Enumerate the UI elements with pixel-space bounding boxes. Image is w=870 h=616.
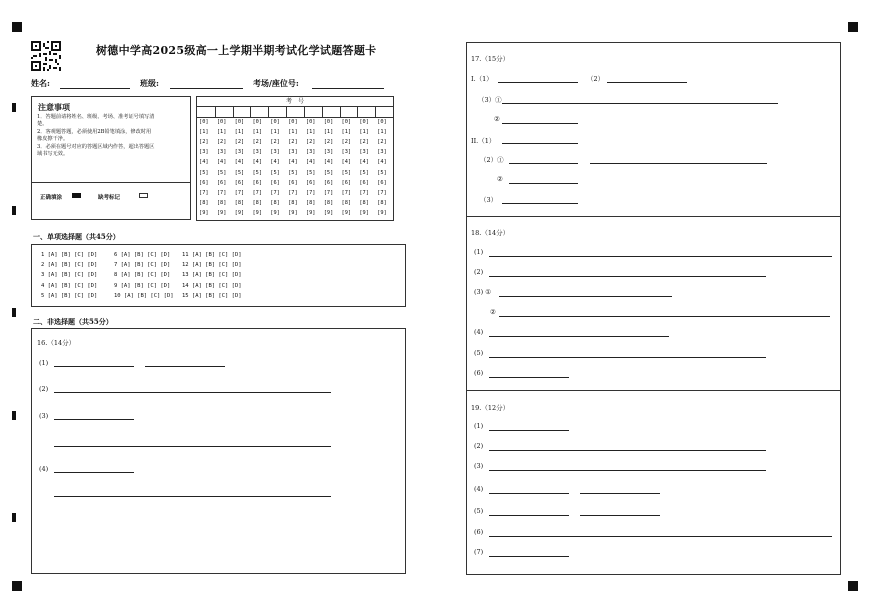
- exam-id-write-cell[interactable]: [233, 106, 251, 117]
- exam-id-bubble[interactable]: [2]: [359, 139, 369, 146]
- q18-1-label: (1): [474, 248, 484, 256]
- exam-id-bubble[interactable]: [5]: [305, 169, 316, 176]
- q17-ii2a-label: （2）①: [480, 156, 504, 164]
- exam-id-write-cell[interactable]: [304, 106, 322, 117]
- exam-id-bubble[interactable]: [9]: [359, 209, 369, 216]
- exam-id-bubble[interactable]: [4]: [270, 159, 280, 166]
- q18-6-label: (6): [474, 369, 484, 377]
- exam-id-bubble[interactable]: [8]: [199, 199, 209, 206]
- exam-id-bubble[interactable]: [4]: [359, 159, 369, 166]
- exam-id-bubble[interactable]: [1]: [341, 129, 352, 136]
- exam-id-bubble[interactable]: [3]: [377, 149, 387, 156]
- exam-id-bubble[interactable]: [0]: [270, 119, 280, 125]
- q18-title: 18.（14分）: [471, 229, 510, 237]
- notice-item: 3．必须在题号对应的答题区域内作答，超出答题区域书写无效。: [37, 143, 155, 158]
- exam-id-bubble[interactable]: [4]: [377, 159, 387, 166]
- multiple-choice-box: [31, 244, 406, 307]
- exam-id-bubble[interactable]: [7]: [323, 189, 334, 196]
- exam-id-bubble[interactable]: [1]: [288, 129, 298, 136]
- exam-id-bubble[interactable]: [9]: [288, 209, 298, 216]
- q19-6-line[interactable]: [489, 536, 832, 537]
- timing-mark: [12, 411, 16, 420]
- exam-id-bubble[interactable]: [5]: [270, 169, 280, 176]
- exam-id-bubble[interactable]: [3]: [305, 149, 316, 156]
- mc-question-row[interactable]: 10 [A] [B] [C] [D]: [114, 292, 174, 299]
- q18-5-label: (5): [474, 349, 484, 357]
- exam-id-bubble[interactable]: [2]: [377, 139, 387, 146]
- q19-4-line-b[interactable]: [580, 493, 660, 494]
- mc-question-row[interactable]: 8 [A] [B] [C] [D]: [114, 272, 171, 279]
- exam-id-bubble[interactable]: [7]: [216, 189, 227, 196]
- q16-part-1-label: (1): [39, 359, 49, 367]
- exam-id-bubble[interactable]: [8]: [341, 199, 352, 206]
- exam-id-bubble[interactable]: [3]: [341, 149, 352, 156]
- exam-id-grid: [196, 96, 394, 221]
- registration-mark-top-right: [848, 22, 858, 32]
- q18-5-line[interactable]: [489, 357, 766, 358]
- registration-mark-bottom-right: [848, 581, 858, 591]
- q17-i1-line[interactable]: [498, 82, 578, 83]
- exam-id-bubble[interactable]: [3]: [234, 149, 245, 156]
- mc-question-row[interactable]: 4 [A] [B] [C] [D]: [41, 282, 98, 289]
- exam-id-bubble[interactable]: [8]: [288, 199, 298, 206]
- exam-id-bubble[interactable]: [3]: [216, 149, 227, 156]
- exam-id-bubble[interactable]: [5]: [252, 169, 263, 176]
- exam-id-bubble[interactable]: [3]: [359, 149, 369, 156]
- q18-6-line[interactable]: [489, 377, 569, 378]
- exam-id-bubble[interactable]: [4]: [305, 159, 316, 166]
- exam-id-bubble[interactable]: [7]: [270, 189, 280, 196]
- exam-id-bubble[interactable]: [3]: [252, 149, 263, 156]
- q17-i2-label: （2）: [587, 75, 605, 83]
- exam-id-bubble[interactable]: [0]: [288, 119, 298, 125]
- exam-id-bubble[interactable]: [1]: [216, 129, 227, 136]
- exam-id-bubble[interactable]: [6]: [341, 179, 352, 186]
- q17-i3b-label: ②: [494, 115, 500, 123]
- registration-mark-bottom-left: [12, 581, 22, 591]
- exam-id-bubble[interactable]: [4]: [252, 159, 263, 166]
- exam-id-bubble[interactable]: [3]: [199, 149, 209, 156]
- q17-i1-label: I.（1）: [471, 75, 493, 83]
- q19-1-label: (1): [474, 422, 484, 430]
- q18-3a-line[interactable]: [499, 296, 672, 297]
- timing-mark: [12, 103, 16, 112]
- exam-id-bubble[interactable]: [7]: [199, 189, 209, 196]
- mc-question-row[interactable]: 12 [A] [B] [C] [D]: [182, 262, 242, 269]
- exam-id-bubble[interactable]: [1]: [270, 129, 280, 136]
- mc-question-row[interactable]: 2 [A] [B] [C] [D]: [41, 262, 98, 269]
- class-label: 班级:: [140, 78, 159, 88]
- section-1-title: 一、单项选择题（共45分）: [33, 232, 120, 241]
- exam-id-bubble[interactable]: [5]: [377, 169, 387, 176]
- name-field[interactable]: [60, 88, 130, 89]
- exam-id-bubble[interactable]: [0]: [323, 119, 334, 125]
- mc-question-row[interactable]: 13 [A] [B] [C] [D]: [182, 272, 242, 279]
- exam-id-write-cell[interactable]: [197, 106, 215, 117]
- exam-id-bubble[interactable]: [4]: [234, 159, 245, 166]
- q17-i3a-label: （3）①: [478, 96, 502, 104]
- q18-2-label: (2): [474, 268, 484, 276]
- q16-part-4-line-b[interactable]: [54, 496, 331, 497]
- exam-id-bubble[interactable]: [6]: [199, 179, 209, 186]
- q19-5-line-a[interactable]: [489, 515, 569, 516]
- exam-id-bubble[interactable]: [2]: [199, 139, 209, 146]
- exam-id-write-cell[interactable]: [322, 106, 340, 117]
- exam-id-bubble[interactable]: [8]: [323, 199, 334, 206]
- exam-id-write-cell[interactable]: [250, 106, 268, 117]
- notice-list: [37, 114, 155, 158]
- exam-id-bubble[interactable]: [9]: [341, 209, 352, 216]
- exam-id-bubble[interactable]: [1]: [305, 129, 316, 136]
- exam-id-bubble[interactable]: [2]: [323, 139, 334, 146]
- seat-field[interactable]: [312, 88, 384, 89]
- exam-id-bubble[interactable]: [9]: [234, 209, 245, 216]
- exam-id-bubble[interactable]: [7]: [252, 189, 263, 196]
- q16-answer-box: [31, 328, 406, 574]
- exam-id-bubble[interactable]: [8]: [270, 199, 280, 206]
- exam-id-bubble[interactable]: [5]: [216, 169, 227, 176]
- exam-id-bubble[interactable]: [7]: [359, 189, 369, 196]
- exam-id-bubble[interactable]: [8]: [377, 199, 387, 206]
- q17-i2-line[interactable]: [607, 82, 687, 83]
- q18-3a-label: (3) ①: [474, 288, 492, 296]
- exam-id-bubble[interactable]: [0]: [252, 119, 263, 125]
- q19-6-label: (6): [474, 528, 484, 536]
- exam-id-bubble[interactable]: [2]: [305, 139, 316, 146]
- mc-question-row[interactable]: 15 [A] [B] [C] [D]: [182, 292, 242, 299]
- q19-4-line-a[interactable]: [489, 493, 569, 494]
- exam-id-write-cell[interactable]: [215, 106, 233, 117]
- qr-code-icon: [31, 41, 61, 71]
- exam-id-bubble[interactable]: [1]: [377, 129, 387, 136]
- exam-id-bubble[interactable]: [6]: [359, 179, 369, 186]
- exam-id-bubble[interactable]: [8]: [216, 199, 227, 206]
- q17-i3a-line[interactable]: [502, 103, 778, 104]
- mc-question-row[interactable]: 1 [A] [B] [C] [D]: [41, 252, 98, 258]
- q17-ii1-line[interactable]: [502, 143, 578, 144]
- q17-ii2b-label: ②: [497, 175, 503, 183]
- exam-id-bubble[interactable]: [6]: [270, 179, 280, 186]
- exam-id-bubble[interactable]: [6]: [305, 179, 316, 186]
- exam-id-write-cell[interactable]: [375, 106, 393, 117]
- absent-mark-label: 缺考标记: [98, 195, 121, 201]
- exam-id-bubble[interactable]: [8]: [359, 199, 369, 206]
- exam-id-bubble[interactable]: [3]: [270, 149, 280, 156]
- exam-id-bubble[interactable]: [2]: [252, 139, 263, 146]
- timing-mark: [12, 513, 16, 522]
- correct-fill-label: 正确填涂: [40, 195, 63, 201]
- exam-id-bubble[interactable]: [0]: [341, 119, 352, 125]
- q17-ii2a-line-b[interactable]: [590, 163, 767, 164]
- section-2-title: 二、非选择题（共55分）: [33, 317, 113, 326]
- mc-question-row[interactable]: 11 [A] [B] [C] [D]: [182, 252, 242, 258]
- mc-question-row[interactable]: 9 [A] [B] [C] [D]: [114, 282, 171, 289]
- exam-id-bubble[interactable]: [9]: [216, 209, 227, 216]
- exam-id-bubble[interactable]: [9]: [270, 209, 280, 216]
- q19-2-line[interactable]: [489, 450, 766, 451]
- q17-ii2a-line-a[interactable]: [509, 163, 578, 164]
- exam-id-bubble[interactable]: [4]: [199, 159, 209, 166]
- q19-7-line[interactable]: [489, 556, 569, 557]
- exam-id-bubble[interactable]: [1]: [252, 129, 263, 136]
- exam-id-bubble[interactable]: [7]: [288, 189, 298, 196]
- q17-title: 17.（15分）: [471, 55, 510, 63]
- exam-id-bubble[interactable]: [6]: [377, 179, 387, 186]
- exam-id-bubble[interactable]: [8]: [305, 199, 316, 206]
- seat-label: 考场/座位号:: [253, 78, 299, 88]
- q19-5-label: (5): [474, 507, 484, 515]
- exam-id-bubble[interactable]: [5]: [234, 169, 245, 176]
- q19-3-label: (3): [474, 462, 484, 470]
- exam-id-bubble[interactable]: [6]: [234, 179, 245, 186]
- page-title: 树德中学高2025级高一上学期半期考试化学试题答题卡: [96, 44, 377, 57]
- q19-title: 19.（12分）: [471, 404, 510, 412]
- q18-3b-label: ②: [490, 308, 496, 316]
- notice-item: 1．答题前请将姓名、班级、考场、准考证号填写清楚。: [37, 114, 155, 128]
- mc-question-row[interactable]: 14 [A] [B] [C] [D]: [182, 282, 242, 289]
- exam-id-bubble[interactable]: [6]: [252, 179, 263, 186]
- q16-part-2-label: (2): [39, 385, 49, 393]
- exam-id-bubble[interactable]: [5]: [288, 169, 298, 176]
- exam-id-bubble[interactable]: [5]: [341, 169, 352, 176]
- exam-id-bubble[interactable]: [5]: [199, 169, 209, 176]
- q16-part-3-label: (3): [39, 412, 49, 420]
- exam-id-bubble[interactable]: [9]: [252, 209, 263, 216]
- exam-id-bubble[interactable]: [0]: [199, 119, 209, 125]
- q16-part-3-line-a[interactable]: [54, 419, 134, 420]
- q19-2-label: (2): [474, 442, 484, 450]
- exam-id-bubble[interactable]: [4]: [323, 159, 334, 166]
- right-answer-column: [466, 42, 841, 575]
- correct-fill-swatch: [72, 193, 81, 198]
- exam-id-bubble[interactable]: [0]: [305, 119, 316, 125]
- exam-id-bubble[interactable]: [4]: [216, 159, 227, 166]
- exam-id-bubble[interactable]: [4]: [341, 159, 352, 166]
- exam-id-bubble[interactable]: [9]: [305, 209, 316, 216]
- q18-3b-line[interactable]: [499, 316, 830, 317]
- q16-part-4-label: (4): [39, 465, 49, 473]
- mc-question-row[interactable]: 6 [A] [B] [C] [D]: [114, 252, 171, 258]
- exam-id-bubble[interactable]: [6]: [323, 179, 334, 186]
- q19-5-line-b[interactable]: [580, 515, 660, 516]
- q18-2-line[interactable]: [489, 276, 766, 277]
- timing-mark: [12, 206, 16, 215]
- mc-question-row[interactable]: 3 [A] [B] [C] [D]: [41, 272, 98, 279]
- q18-4-label: (4): [474, 328, 484, 336]
- exam-id-bubble[interactable]: [4]: [288, 159, 298, 166]
- exam-id-bubble[interactable]: [2]: [270, 139, 280, 146]
- exam-id-bubble[interactable]: [2]: [234, 139, 245, 146]
- notice-box: [31, 96, 191, 220]
- q18-4-line[interactable]: [489, 336, 669, 337]
- q16-part-4-line-a[interactable]: [54, 472, 134, 473]
- name-label: 姓名:: [31, 78, 50, 88]
- exam-id-write-cell[interactable]: [268, 106, 286, 117]
- exam-id-bubble[interactable]: [5]: [323, 169, 334, 176]
- exam-id-bubble[interactable]: [6]: [288, 179, 298, 186]
- exam-id-write-cell[interactable]: [340, 106, 358, 117]
- exam-id-bubble[interactable]: [1]: [323, 129, 334, 136]
- mc-question-row[interactable]: 7 [A] [B] [C] [D]: [114, 262, 171, 269]
- timing-mark: [12, 308, 16, 317]
- exam-id-bubble[interactable]: [9]: [323, 209, 334, 216]
- exam-id-bubble[interactable]: [8]: [252, 199, 263, 206]
- exam-id-write-row: [197, 106, 393, 118]
- class-field[interactable]: [170, 88, 243, 89]
- q19-1-line[interactable]: [489, 430, 569, 431]
- q19-7-label: (7): [474, 548, 484, 556]
- absent-mark-checkbox[interactable]: [139, 193, 148, 198]
- exam-id-bubble[interactable]: [9]: [377, 209, 387, 216]
- q16-title: 16.（14分）: [37, 339, 76, 347]
- q17-i3b-line[interactable]: [502, 123, 578, 124]
- exam-id-bubble[interactable]: [3]: [288, 149, 298, 156]
- q16-part-2-line[interactable]: [54, 392, 331, 393]
- exam-id-bubble[interactable]: [8]: [234, 199, 245, 206]
- exam-id-bubble[interactable]: [1]: [199, 129, 209, 136]
- exam-id-bubble[interactable]: [6]: [216, 179, 227, 186]
- exam-id-bubble[interactable]: [2]: [341, 139, 352, 146]
- notice-title: 注意事项: [38, 102, 70, 112]
- q17-ii3-line[interactable]: [502, 203, 578, 204]
- notice-item: 2．客观题答题，必须使用2B铅笔填涂，修改时用橡皮擦干净。: [37, 128, 152, 143]
- exam-id-bubble[interactable]: [7]: [234, 189, 245, 196]
- exam-id-bubble[interactable]: [7]: [341, 189, 352, 196]
- q18-1-line[interactable]: [489, 256, 832, 257]
- exam-id-bubble[interactable]: [7]: [377, 189, 387, 196]
- exam-id-bubble[interactable]: [2]: [216, 139, 227, 146]
- exam-id-write-cell[interactable]: [286, 106, 304, 117]
- exam-id-bubble[interactable]: [0]: [234, 119, 245, 125]
- q16-part-1-line-a[interactable]: [54, 366, 134, 367]
- q17-ii3-label: （3）: [480, 196, 498, 204]
- exam-id-title: 考 号: [197, 97, 393, 107]
- mc-question-row[interactable]: 5 [A] [B] [C] [D]: [41, 292, 98, 299]
- exam-id-bubble[interactable]: [1]: [234, 129, 245, 136]
- exam-id-bubble[interactable]: [1]: [359, 129, 369, 136]
- exam-id-write-cell[interactable]: [357, 106, 375, 117]
- q19-4-label: (4): [474, 485, 484, 493]
- q17-ii2b-line[interactable]: [509, 183, 578, 184]
- q16-part-3-line-b[interactable]: [54, 446, 331, 447]
- exam-id-bubble[interactable]: [3]: [323, 149, 334, 156]
- exam-id-bubble[interactable]: [0]: [216, 119, 227, 125]
- exam-id-bubble[interactable]: [5]: [359, 169, 369, 176]
- q16-part-1-line-b[interactable]: [145, 366, 225, 367]
- exam-id-bubble[interactable]: [2]: [288, 139, 298, 146]
- exam-id-bubble[interactable]: [9]: [199, 209, 209, 216]
- exam-id-bubbles: [197, 119, 393, 220]
- exam-id-bubble[interactable]: [7]: [305, 189, 316, 196]
- exam-id-bubble[interactable]: [0]: [359, 119, 369, 125]
- registration-mark-top-left: [12, 22, 22, 32]
- q17-ii1-label: II.（1）: [471, 137, 496, 145]
- exam-id-bubble[interactable]: [0]: [377, 119, 387, 125]
- q19-3-line[interactable]: [489, 470, 766, 471]
